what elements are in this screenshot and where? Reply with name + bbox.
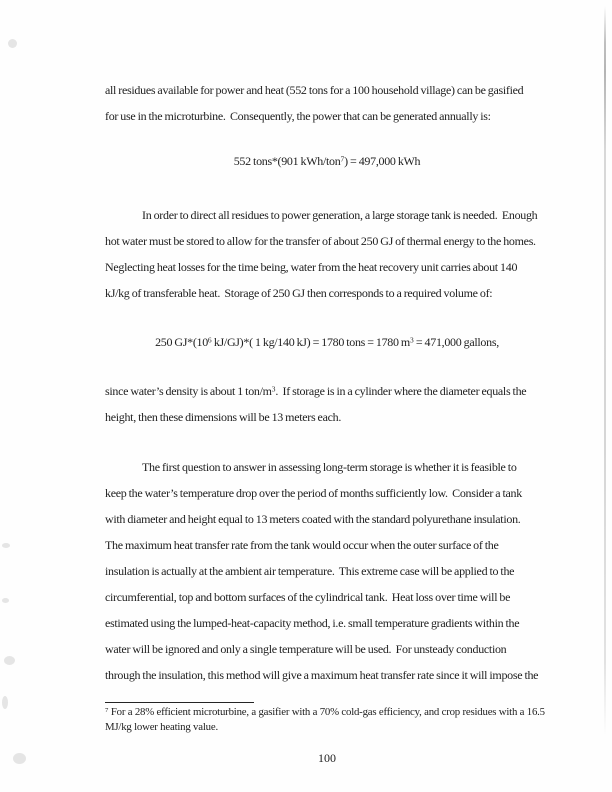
paragraph-power-generation <box>105 77 549 129</box>
text-line: through the insulation, this method will give a maximum heat transfer rate since it will impose the <box>105 668 539 682</box>
scan-artifact-smudge <box>8 39 17 48</box>
paragraph-storage-tank <box>105 202 549 306</box>
text-line: water will be ignored and only a single temperature will be used. For unsteady conduction <box>105 642 507 656</box>
text-line: with diameter and height equal to 13 meters coated with the standard polyurethane insulation. <box>105 512 521 526</box>
text-line: height, then these dimensions will be 13 meters each. <box>105 410 342 424</box>
paragraph-long-term-storage <box>105 454 549 688</box>
scan-artifact-smudge <box>2 543 10 548</box>
text-line: estimated using the lumped-heat-capacity method, i.e. small temperature gradients within the <box>105 616 520 630</box>
text-line: $^7$ For a 28% efficient microturbine, a gasifier with a 70% cold-gas efficiency, and crop residues with a 16.5 <box>105 706 545 718</box>
equation-storage-volume: 250 $GJ*(10^6$ kJ/GJ)*( 1 kg/140 kJ) = 1780 tons = 1780 $m^3 = 471,000$ gallons, <box>155 335 499 349</box>
equation-annual-power: 552 tons*(901 kWh/ton$^7$) = 497,000 kWh <box>233 154 421 168</box>
text-line: In order to direct all residues to power generation, a large storage tank is needed. Enough <box>142 208 538 222</box>
paragraph-storage-tank-continued <box>105 378 549 430</box>
text-line: circumferential, top and bottom surfaces of the cylindrical tank. Heat loss over time will be <box>105 590 511 604</box>
scan-artifact-smudge <box>2 696 8 709</box>
text-line: for use in the microturbine. Consequently, the power that can be generated annually is: <box>105 109 491 123</box>
scan-artifact-smudge <box>13 753 26 764</box>
text-line: The first question to answer in assessing long-term storage is whether it is feasible to <box>142 460 517 474</box>
text-line: The maximum heat transfer rate from the tank would occur when the outer surface of the <box>105 538 499 552</box>
footnote-separator <box>105 702 254 703</box>
text-line: hot water must be stored to allow for the transfer of about 250 GJ of thermal energy to the homes. <box>105 234 536 248</box>
scan-artifact-smudge <box>2 598 9 603</box>
page-number: 100 <box>318 751 336 765</box>
scan-artifact-smudge <box>4 656 15 665</box>
text-line: since water’s density is about 1 ton/$m^3$. If storage is in a cylinder where the diameter equals the <box>105 384 527 398</box>
text-line: all residues available for power and heat (552 tons for a 100 household village) can be gasified <box>105 83 524 97</box>
text-line: keep the water’s temperature drop over the period of months sufficiently low. Consider a tank <box>105 486 522 500</box>
text-line: insulation is actually at the ambient air temperature. This extreme case will be applied to the <box>105 564 515 578</box>
text-line: kJ/kg of transferable heat. Storage of 250 GJ then corresponds to a required volume of: <box>105 286 493 300</box>
text-line: Neglecting heat losses for the time being, water from the heat recovery unit carries about 140 <box>105 260 518 274</box>
footnote <box>105 705 567 734</box>
scan-artifact-right-edge-line <box>604 6 606 736</box>
text-line: MJ/kg lower heating value. <box>105 720 218 733</box>
